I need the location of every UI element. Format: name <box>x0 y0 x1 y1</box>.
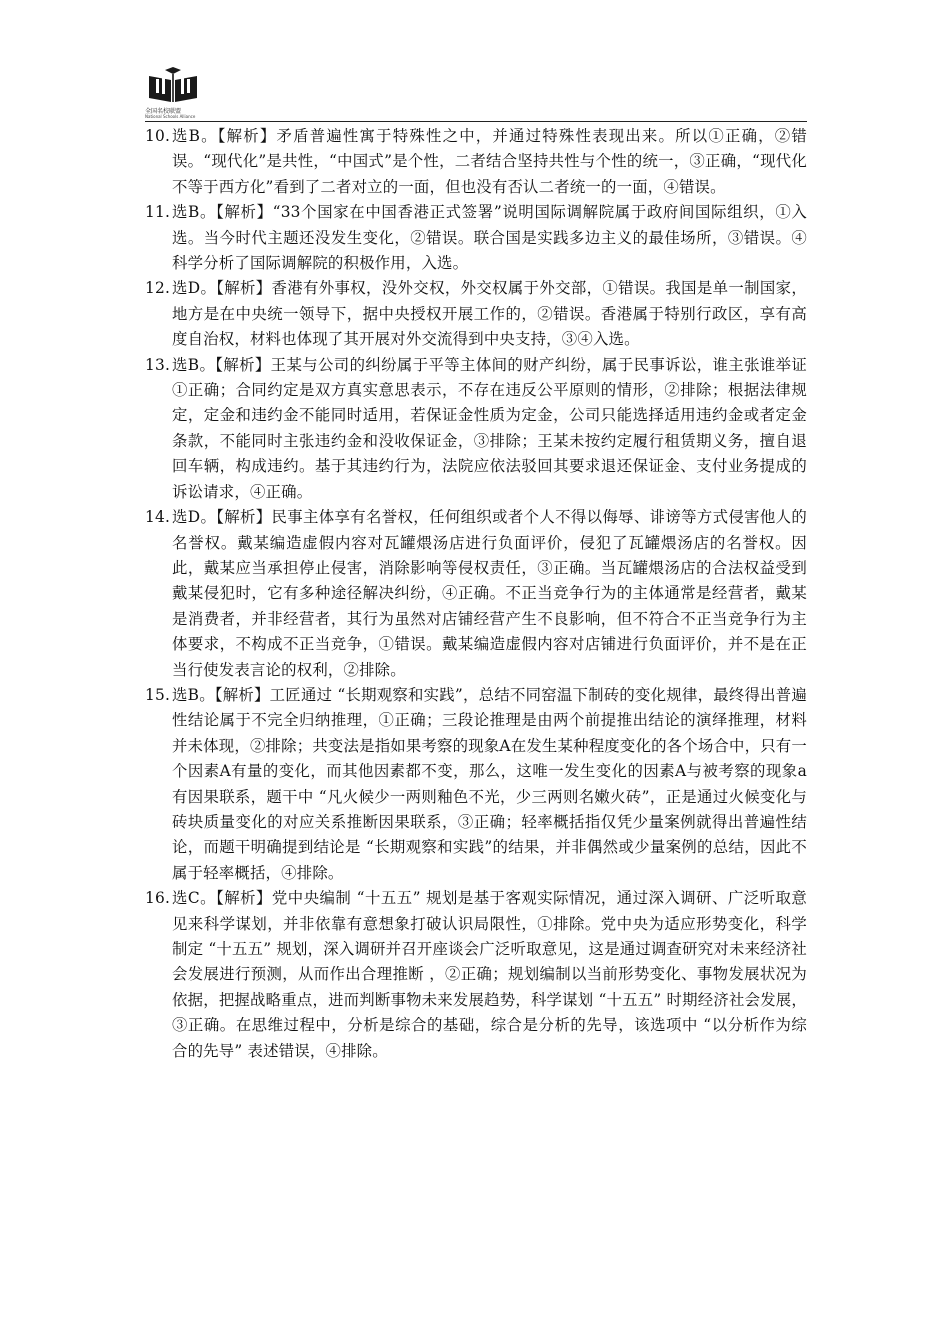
item-text: 选B。【解析】王某与公司的纠纷属于平等主体间的财产纠纷，属于民事诉讼，谁主张谁举证①正确；合同约定是双方真实意思表示，不存在违反公平原则的情形，②排除；根据法律规定，定金和违约金不能同时适用，若保证金性质为定金，公司只能选择适用违约金或者定金条款，不能同时主张违约金和没收保证金，③排除；王某未按约定履行租赁期义务，擅自退回车辆，构成违约。基于其违约行为，法院应依法驳回其要求退还保证金、支付业务提成的诉讼请求，④正确。 <box>172 355 807 501</box>
item-text: 选B。【解析】“33个国家在中国香港正式签署”说明国际调解院属于政府间国际组织，①入选。当今时代主题还没发生变化，②错误。联合国是实践多边主义的最佳场所，③错误。④科学分析了国际调解院的积极作用，入选。 <box>172 203 807 273</box>
answer-item-16 <box>145 886 807 1064</box>
item-text: 选B。【解析】矛盾普遍性寓于特殊性之中，并通过特殊性表现出来。所以①正确，②错误。“现代化”是共性，“中国式”是个性，二者结合坚持共性与个性的统一，③正确，“现代化不等于西方化”看到了二者对立的一面，但也没有否认二者统一的一面，④错误。 <box>172 127 807 196</box>
logo-text-cn: 全国名校联盟 <box>145 108 182 115</box>
item-text: 选B。【解析】工匠通过 “长期观察和实践”，总结不同窑温下制砖的变化规律，最终得出普遍性结论属于不完全归纳推理，①正确；三段论推理是由两个前提推出结论的演绎推理，材料并未体现，②排除；共变法是指如果考察的现象A在发生某种程度变化的各个场合中，只有一个因素A有量的变化，而其他因素都不变，那么，这唯一发生变化的因素A与被考察的现象a有因果联系，题干中 “凡火候少一两则釉色不光，少三两则名嫩火砖”，正是通过火候变化与砖块质量变化的对应关系推断因果联系，③正确；轻率概括指仅凭少量案例就得出普遍性结论，而题干明确提到结论是 “长期观察和实践”的结果，并非偶然或少量案例的总结，因此不属于轻率概括，④排除。 <box>172 685 807 882</box>
item-text: 选D。【解析】香港有外事权，没外交权，外交权属于外交部，①错误。我国是单一制国家，地方是在中央统一领导下，据中央授权开展工作的，②错误。香港属于特别行政区，享有高度自治权，材料也体现了其开展对外交流得到中央支持，③④入选。 <box>172 279 807 349</box>
answer-item-14 <box>145 505 807 683</box>
alliance-logo <box>145 66 201 120</box>
item-number: 14. <box>145 508 171 527</box>
answer-item-12 <box>145 276 807 352</box>
answer-list <box>145 124 807 1064</box>
item-text: 选C。【解析】党中央编制 “十五五” 规划是基于客观实际情况，通过深入调研、广泛听取意见来科学谋划，并非依靠有意想象打破认识局限性，①排除。党中央为适应形势变化，科学制定 “十五五” 规划，深入调研并召开座谈会广泛听取意见，这是通过调查研究对未来经济社会发展进行预测，从而作出合理推断 ，②正确；规划编制以当前形势变化、事物发展状况为依据，把握战略重点，进而判断事物未来发展趋势，科学谋划 “十五五” 时期经济社会发展，③正确。在思维过程中，分析是综合的基础，综合是分析的先导，该选项中 “以分析作为综合的先导” 表述错误，④排除。 <box>172 889 807 1060</box>
book-logo-icon <box>145 66 201 106</box>
answer-item-15 <box>145 683 807 886</box>
item-number: 16. <box>145 889 171 908</box>
answer-item-10 <box>145 124 807 200</box>
answer-item-11 <box>145 200 807 276</box>
item-number: 12. <box>145 279 171 298</box>
item-text: 选D。【解析】民事主体享有名誉权，任何组织或者个人不得以侮辱、诽谤等方式侵害他人的名誉权。戴某编造虚假内容对瓦罐煨汤店进行负面评价，侵犯了瓦罐煨汤店的名誉权。因此，戴某应当承担停止侵害，消除影响等侵权责任，③正确。当瓦罐煨汤店的合法权益受到戴某侵犯时，它有多种途径解决纠纷，④正确。不正当竞争行为的主体通常是经营者，戴某是消费者，并非经营者，其行为虽然对店铺经营产生不良影响，但不符合不正当竞争行为主体要求，不构成不正当竞争，①错误。戴某编造虚假内容对店铺进行负面评价，并不是在正当行使发表言论的权利，②排除。 <box>172 508 807 679</box>
item-number: 10. <box>145 127 171 145</box>
item-number: 11. <box>145 203 171 222</box>
logo-text-en: National Schools Alliance <box>145 114 196 119</box>
answer-item-13 <box>145 353 807 505</box>
item-number: 13. <box>145 355 171 374</box>
item-number: 15. <box>145 685 171 704</box>
header-rule <box>145 121 807 122</box>
page-header <box>145 66 807 124</box>
